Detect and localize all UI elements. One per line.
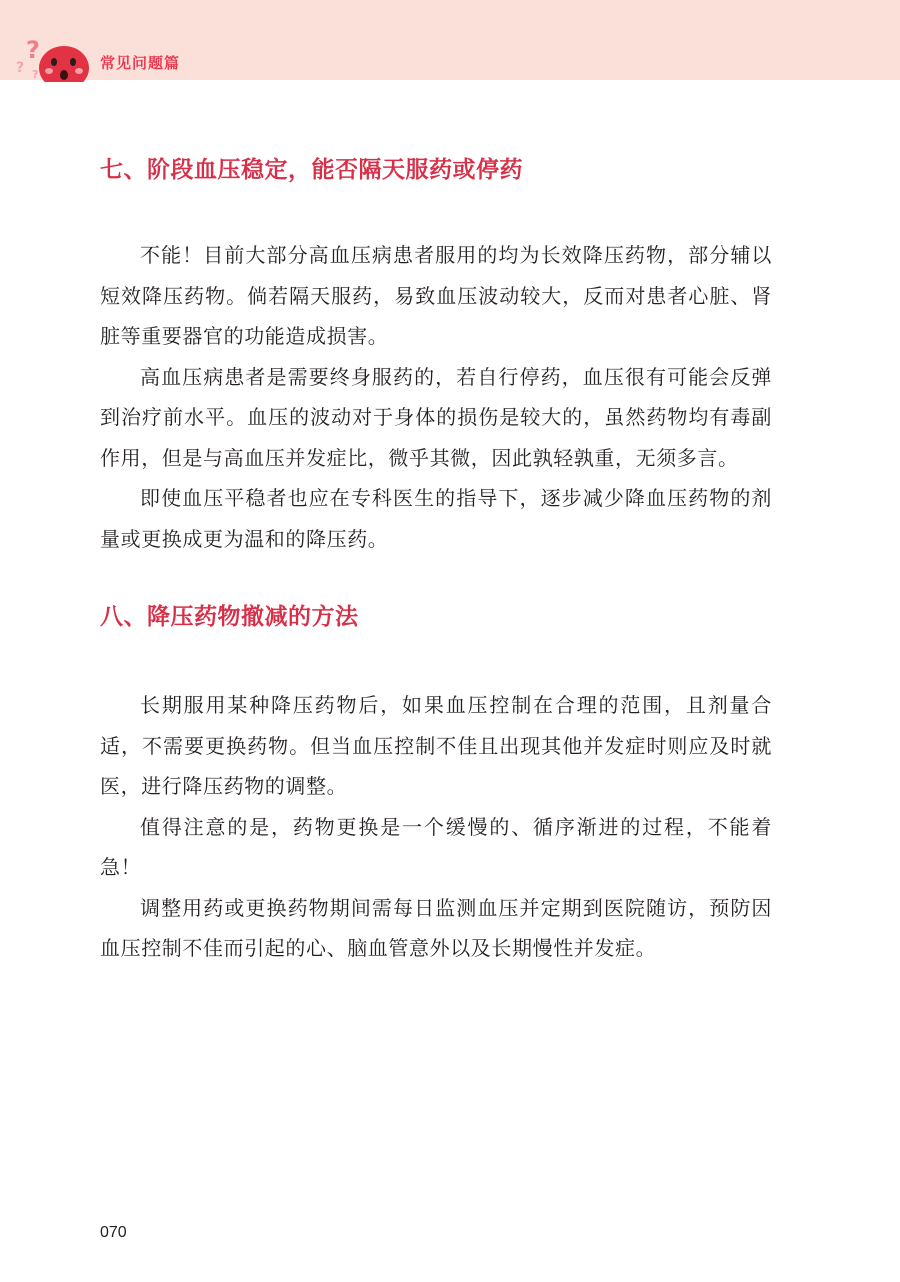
section-heading-8: 八、降压药物撤减的方法 xyxy=(100,604,359,630)
paragraph: 调整用药或更换药物期间需每日监测血压并定期到医院随访，预防因血压控制不佳而引起的心、脑血管意外以及长期慢性并发症。 xyxy=(100,895,772,960)
section-heading-7: 七、阶段血压稳定，能否隔天服药或停药 xyxy=(100,157,523,183)
paragraph: 值得注意的是，药物更换是一个缓慢的、循序渐进的过程，不能着急！ xyxy=(100,814,772,879)
question-mark-small-left: ? xyxy=(16,60,25,76)
question-mark-small-right: ? xyxy=(32,68,39,81)
paragraph: 高血压病患者是需要终身服药的，若自行停药，血压很有可能会反弹到治疗前水平。血压的波动对于身体的损伤是较大的，虽然药物均有毒副作用，但是与高血压并发症比，微乎其微，因此孰轻孰重，无须多言。 xyxy=(100,364,772,470)
section-label: 常见问题篇 xyxy=(100,54,181,72)
paragraph: 长期服用某种降压药物后，如果血压控制在合理的范围，且剂量合适，不需要更换药物。但当血压控制不佳且出现其他并发症时则应及时就医，进行降压药物的调整。 xyxy=(100,693,772,798)
page-content xyxy=(100,150,772,969)
paragraph: 即使血压平稳者也应在专科医生的指导下，逐步减少降血压药物的剂量或更换成更为温和的降压药。 xyxy=(100,486,772,551)
paragraph: 不能！目前大部分高血压病患者服用的均为长效降压药物，部分辅以短效降压药物。倘若隔天服药，易致血压波动较大，反而对患者心脏、肾脏等重要器官的功能造成损害。 xyxy=(100,243,772,348)
question-mascot-icon xyxy=(12,32,94,82)
page-number: 070 xyxy=(100,1224,127,1241)
question-mark-large: ? xyxy=(26,36,40,64)
